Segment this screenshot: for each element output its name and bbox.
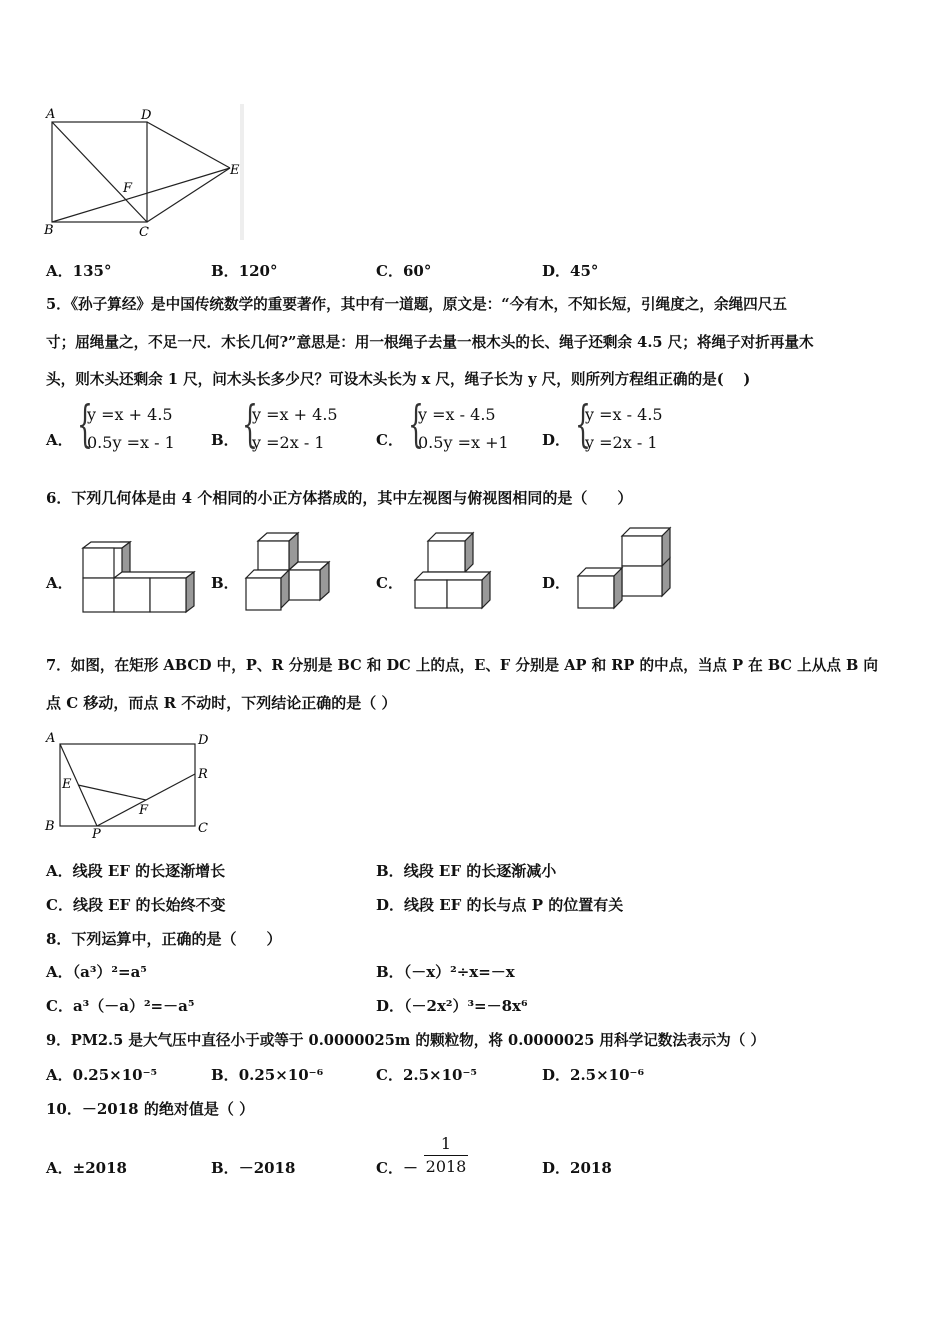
option-label: C． [376,262,403,280]
option-text: 45° [570,262,599,280]
option-text: （a³）²=a⁵ [72,963,147,981]
option-label: C． [46,896,73,914]
option-text: 线段 EF 的长与点 P 的位置有关 [404,896,624,914]
option-label: A． [46,862,73,880]
equation-1: y =x + 4.5 [87,405,173,424]
q4-option-c[interactable] [376,261,431,281]
q6-option-d-label[interactable]: D． [542,574,571,592]
q7-label-b: B [45,819,55,834]
q6-cube-figure-a [80,540,198,616]
brace-icon: { [575,395,591,453]
option-text: 线段 EF 的长逐渐减小 [403,862,557,880]
option-text: 线段 EF 的长始终不变 [72,896,226,914]
q5-option-c-system [408,395,528,461]
q6-cube-figure-b [243,530,335,614]
option-text: 60° [402,262,432,280]
q7-label-c: C [198,821,208,836]
q9-option-c[interactable] [376,1065,477,1085]
brace-icon: { [242,395,258,453]
option-label: B． [376,963,404,981]
q5-option-c-label[interactable]: C． [376,431,403,449]
q5-stem-line2: 寸；屈绳量之，不足一尺．木长几何?”意思是：用一根绳子去量一根木头的长、绳子还剩余 4.5 尺；将绳子对折再量木 [46,334,814,351]
q6-option-b-label[interactable]: B． [211,574,239,592]
fraction-numerator: 1 [424,1134,468,1156]
option-text: －2018 [238,1159,296,1177]
q7-label-a: A [46,731,56,746]
equation-2: 0.5y =x +1 [418,433,509,452]
q7-stem-line2: 点 C 移动，而点 R 不动时，下列结论正确的是（ ） [46,694,397,712]
equation-1: y =x + 4.5 [252,405,338,424]
option-text: 2018 [570,1159,612,1177]
option-label: A． [46,262,73,280]
q5-option-d-label[interactable]: D． [542,431,571,449]
q8-option-d[interactable] [376,996,528,1016]
option-label: A． [46,963,73,981]
option-label: D． [542,1066,571,1084]
equation-1: y =x - 4.5 [585,405,663,424]
q7-figure [40,728,220,840]
q7-option-b[interactable] [376,861,556,881]
option-label: C． [376,1159,403,1177]
q4-label-f: F [123,181,133,196]
q8-option-a[interactable] [46,962,147,982]
q4-label-b: B [44,223,54,238]
q4-label-c: C [139,225,149,240]
equation-2: 0.5y =x - 1 [87,433,175,452]
option-label: B． [211,1066,239,1084]
q7-label-p: P [92,827,101,840]
q5-stem-line3: 头，则木头还剩余 1 尺，问木头长多少尺？可设木头长为 x 尺，绳子长为 y 尺，则所列方程组正确的是( ) [46,371,751,388]
q9-stem: 9．PM2.5 是大气压中直径小于或等于 0.0000025m 的颗粒物，将 0.0000025 用科学记数法表示为（ ） [46,1032,766,1049]
option-label: A． [46,1159,73,1177]
q4-option-b[interactable] [211,261,278,281]
option-label: C． [376,1066,403,1084]
option-text: a³（－a）²=－a⁵ [72,997,195,1015]
option-label: D． [542,262,571,280]
q9-option-d[interactable] [542,1065,644,1085]
option-label: B． [211,262,239,280]
q8-option-c[interactable] [46,996,194,1016]
q10-stem: 10．－2018 的绝对值是（ ） [46,1100,255,1118]
brace-icon: { [408,395,424,453]
q7-label-d: D [198,733,209,748]
q9-option-b[interactable] [211,1065,323,1085]
q5-option-b-system [242,395,362,461]
q10-option-c-fraction [424,1134,468,1176]
q7-label-f: F [139,803,149,818]
q4-option-d[interactable] [542,261,598,281]
q5-option-a-system [77,395,197,461]
option-text: － [402,1159,418,1177]
q7-stem-line1: 7．如图，在矩形 ABCD 中，P、R 分别是 BC 和 DC 上的点，E、F 分别是 AP 和 RP 的中点，当点 P 在 BC 上从点 B 向 [46,657,879,674]
option-text: 线段 EF 的长逐渐增长 [72,862,226,880]
equation-2: y =2x - 1 [252,433,325,452]
q5-stem-line1: 5．《孙子算经》是中国传统数学的重要著作，其中有一道题，原文是：“今有木，不知长短，引绳度之，余绳四尺五 [46,296,787,313]
q5-option-a-label[interactable]: A． [46,431,73,449]
q8-option-b[interactable] [376,962,515,982]
q9-option-a[interactable] [46,1065,157,1085]
q4-label-e: E [230,163,240,178]
q10-option-d[interactable] [542,1158,612,1178]
option-text: （－x）²÷x=－x [403,963,515,981]
q10-option-b[interactable] [211,1158,295,1178]
option-label: D． [376,997,405,1015]
option-text: 0.25×10⁻⁵ [72,1066,158,1084]
q7-label-e: E [62,777,72,792]
q6-cube-figure-c [412,530,496,614]
q7-option-a[interactable] [46,861,225,881]
q7-label-r: R [198,767,208,782]
fraction-denominator: 2018 [425,1157,467,1176]
option-label: C． [46,997,73,1015]
q7-option-c[interactable] [46,895,225,915]
equation-2: y =2x - 1 [585,433,658,452]
option-label: B． [376,862,404,880]
q6-stem: 6．下列几何体是由 4 个相同的小正方体搭成的，其中左视图与俯视图相同的是（ ） [46,489,633,507]
q10-option-a[interactable] [46,1158,127,1178]
q8-stem: 8．下列运算中，正确的是（ ） [46,930,282,948]
q5-option-d-system [575,395,695,461]
q5-option-b-label[interactable]: B． [211,431,239,449]
q4-label-a: A [46,107,56,122]
option-label: A． [46,1066,73,1084]
option-text: ±2018 [72,1159,127,1177]
option-label: D． [376,896,405,914]
option-text: 2.5×10⁻⁶ [570,1066,645,1084]
option-label: D． [542,1159,571,1177]
brace-icon: { [77,395,93,453]
q4-label-d: D [141,108,152,123]
q6-option-c-label[interactable]: C． [376,574,403,592]
q4-option-a[interactable] [46,261,111,281]
q6-option-a-label[interactable]: A． [46,574,73,592]
q6-cube-figure-d [574,524,674,614]
option-text: （－2x²）³=－8x⁶ [404,997,528,1015]
q10-option-c[interactable] [376,1158,418,1178]
option-label: B． [211,1159,239,1177]
option-text: 0.25×10⁻⁶ [238,1066,324,1084]
equation-1: y =x - 4.5 [418,405,496,424]
q7-option-d[interactable] [376,895,623,915]
option-text: 120° [238,262,278,280]
option-text: 2.5×10⁻⁵ [402,1066,477,1084]
option-text: 135° [72,262,112,280]
q4-figure [40,104,250,240]
